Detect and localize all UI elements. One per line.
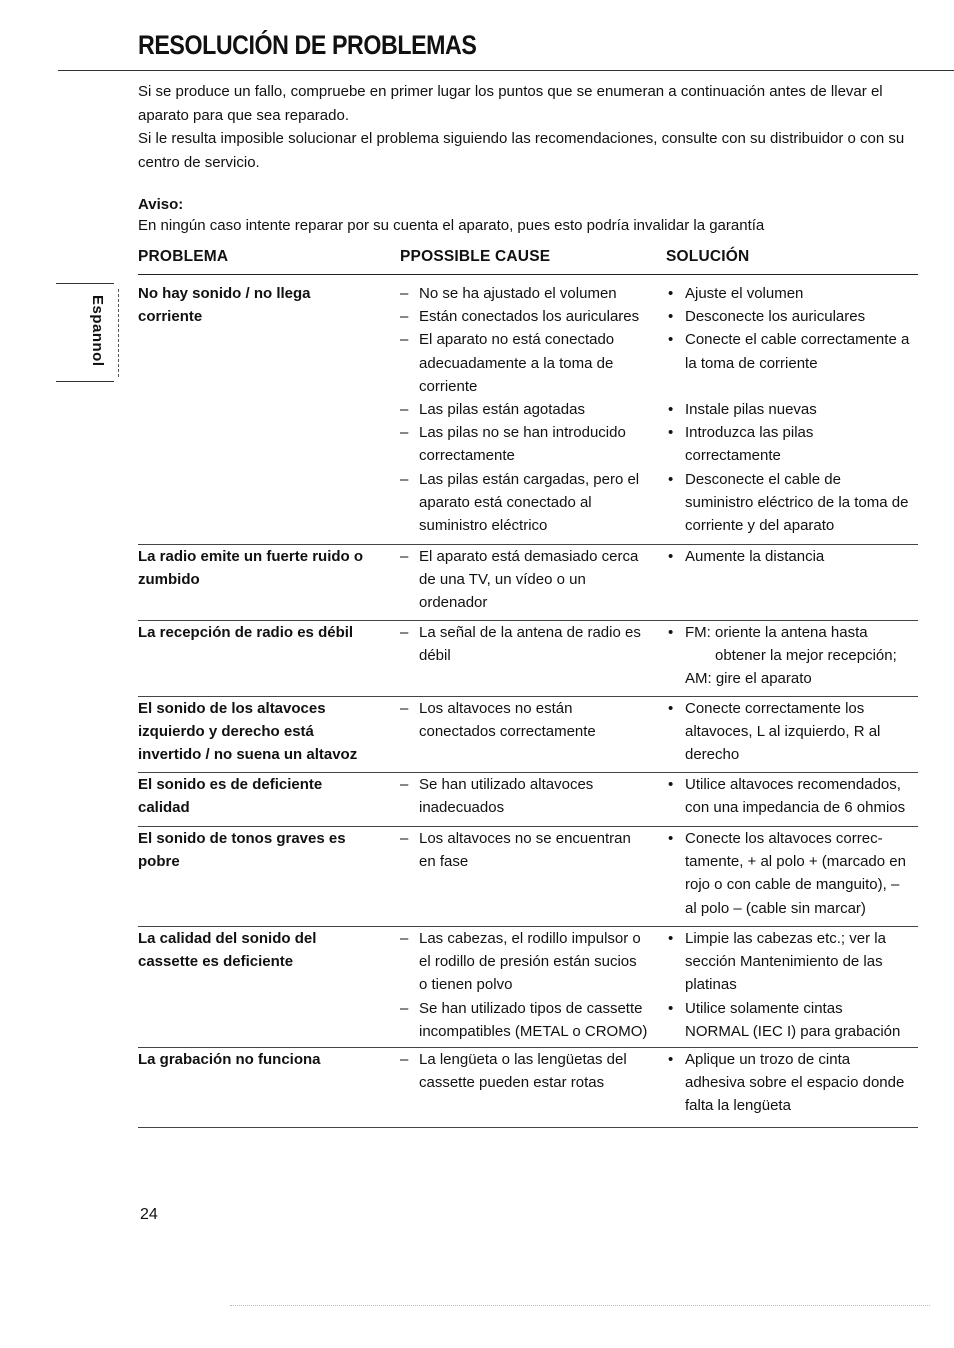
column-header-cause: PPOSSIBLE CAUSE — [400, 248, 551, 265]
solution-text: • Aumente la distancia — [685, 548, 825, 565]
cause-text: ordenador — [419, 594, 488, 612]
problem-cell — [138, 282, 388, 328]
cause-cell — [400, 827, 665, 873]
language-side-tab — [56, 283, 122, 383]
table-row — [138, 826, 918, 917]
cause-text: aparato está conectado al — [419, 493, 592, 511]
spacer — [666, 375, 921, 398]
cause-text: – Las pilas están cargadas, pero el — [419, 470, 640, 488]
solution-item — [666, 545, 921, 568]
solution-text: • Utilice solamente cintas — [685, 999, 843, 1017]
language-tab-label: Espannol — [89, 295, 106, 367]
solution-cell — [666, 697, 921, 767]
solution-item — [666, 421, 921, 467]
solution-item — [666, 927, 921, 997]
cause-text: en fase — [419, 853, 469, 871]
table-row — [138, 696, 918, 764]
solution-text: NORMAL (IEC I) para grabación — [685, 1022, 901, 1040]
cause-item — [400, 927, 665, 997]
problem-cell — [138, 927, 388, 973]
solution-text: suministro eléctrico de la toma de — [685, 493, 909, 511]
cause-text: – Los altavoces no se encuentran — [419, 830, 631, 847]
cause-text: – El aparato no está conectado — [419, 331, 615, 349]
cause-text: adecuadamente a la toma de — [419, 354, 614, 372]
problem-text: La calidad del sonido del — [138, 930, 317, 947]
cause-text: – Los altavoces no están — [419, 700, 573, 717]
solution-text: corriente y del aparato — [685, 517, 835, 535]
cause-text: inadecuados — [419, 799, 505, 817]
problem-text: pobre — [138, 853, 180, 871]
cause-text: – Las cabezas, el rodillo impulsor o — [419, 930, 641, 947]
solution-item — [666, 1048, 921, 1118]
problem-cell — [138, 621, 388, 644]
table-row — [138, 772, 918, 817]
solution-text: sección Mantenimiento de las — [685, 953, 883, 971]
title-rule — [58, 70, 954, 71]
solution-text: al polo – (cable sin marcar) — [685, 899, 866, 917]
solution-text: derecho — [685, 746, 740, 764]
solution-item — [666, 328, 921, 374]
intro-text — [138, 80, 918, 174]
cause-text: cassette pueden estar rotas — [419, 1074, 605, 1092]
solution-text: falta la lengüeta — [685, 1097, 791, 1115]
solution-text: • Ajuste el volumen — [685, 285, 804, 302]
cause-text: conectados correctamente — [419, 723, 596, 741]
table-row — [138, 1047, 918, 1115]
solution-text: • Instale pilas nuevas — [685, 401, 817, 418]
column-header-solution: SOLUCIÓN — [666, 248, 750, 265]
solution-text: rojo o con cable de manguito), – — [685, 876, 900, 894]
solution-text: la toma de corriente — [685, 354, 818, 372]
solution-text: tamente, + al polo + (marcado en — [685, 853, 906, 871]
cause-text: suministro eléctrico — [419, 517, 548, 535]
scan-artifact — [230, 1305, 930, 1312]
solution-cell — [666, 773, 921, 819]
solution-cell — [666, 927, 921, 1043]
problem-text: corriente — [138, 308, 203, 326]
cause-text: – Se han utilizado tipos de cassette — [419, 999, 643, 1017]
cause-text: correctamente — [419, 447, 515, 465]
solution-text: • Aplique un trozo de cinta — [685, 1051, 851, 1068]
problem-cell — [138, 1048, 388, 1071]
cause-item — [400, 421, 665, 467]
cause-text: de una TV, un vídeo o un — [419, 571, 586, 589]
header-rule — [138, 274, 918, 275]
problem-text: El sonido es de deficiente — [138, 776, 323, 793]
cause-text: – No se ha ajustado el volumen — [419, 285, 617, 302]
cause-text: – Se han utilizado altavoces — [419, 776, 594, 793]
problem-text: No hay sonido / no llega — [138, 285, 311, 302]
problem-text: El sonido de los altavoces — [138, 700, 326, 717]
cause-cell — [400, 697, 665, 743]
problem-cell — [138, 827, 388, 873]
cause-item — [400, 328, 665, 398]
solution-text: correctamente — [685, 447, 781, 465]
cause-text: – El aparato está demasiado cerca — [419, 548, 639, 565]
solution-item — [666, 305, 921, 328]
cause-text: incompatibles (METAL o CROMO) — [419, 1022, 648, 1040]
solution-text: • Conecte el cable correctamente a — [685, 331, 910, 349]
problem-text: La radio emite un fuerte ruido o — [138, 548, 364, 565]
problem-text: invertido / no suena un altavoz — [138, 746, 358, 764]
solution-text: • Introduzca las pilas — [685, 424, 814, 442]
problem-text: zumbido — [138, 571, 200, 589]
problem-cell — [138, 545, 388, 591]
solution-item — [666, 621, 921, 691]
cause-cell — [400, 545, 665, 615]
solution-text: • Desconecte los auriculares — [685, 308, 866, 326]
solution-text: • FM: oriente la antena hasta — [685, 624, 868, 641]
problem-cell — [138, 697, 388, 767]
table-bottom-rule — [138, 1127, 918, 1128]
table-row — [138, 620, 918, 688]
cause-item — [400, 697, 665, 743]
solution-cell — [666, 282, 921, 537]
table-row — [138, 926, 918, 1040]
solution-item — [666, 282, 921, 305]
cause-text: o tienen polvo — [419, 976, 513, 994]
solution-text: con una impedancia de 6 ohmios — [685, 799, 906, 817]
solution-item — [666, 773, 921, 819]
problem-cell — [138, 773, 388, 819]
cause-item — [400, 305, 665, 328]
cause-cell — [400, 621, 665, 667]
tab-edge — [118, 289, 119, 377]
cause-item — [400, 545, 665, 615]
cause-item — [400, 282, 665, 305]
cause-text: – La señal de la antena de radio es — [419, 624, 641, 641]
tab-divider — [56, 381, 114, 382]
solution-item — [666, 827, 921, 920]
problem-text: izquierdo y derecho está — [138, 723, 314, 741]
solution-item — [666, 468, 921, 538]
solution-item — [666, 697, 921, 767]
solution-text: altavoces, L al izquierdo, R al — [685, 723, 881, 741]
solution-text: AM: gire el aparato — [685, 670, 812, 688]
cause-text: corriente — [419, 377, 478, 395]
intro-paragraph: Si se produce un fallo, compruebe en primer lugar los puntos que se enumeran a continuación antes de llevar el aparato para que sea reparado. — [138, 83, 883, 124]
problem-text: La recepción de radio es débil — [138, 624, 354, 641]
solution-text: • Utilice altavoces recomendados, — [685, 776, 901, 793]
solution-text: adhesiva sobre el espacio donde — [685, 1074, 905, 1092]
cause-cell — [400, 282, 665, 537]
problem-text: cassette es deficiente — [138, 953, 294, 971]
cause-text: débil — [419, 647, 451, 665]
solution-text: • Limpie las cabezas etc.; ver la — [685, 930, 886, 947]
table-row — [138, 544, 918, 612]
cause-text: – Las pilas están agotadas — [419, 401, 585, 419]
solution-text: • Desconecte el cable de — [685, 470, 841, 488]
cause-cell — [400, 773, 665, 819]
solution-cell — [666, 1048, 921, 1118]
aviso-heading: Aviso: — [138, 196, 184, 213]
cause-text: el rodillo de presión están sucios — [419, 953, 637, 971]
page-number: 24 — [140, 1206, 158, 1223]
cause-text: – Las pilas no se han introducido — [419, 424, 626, 442]
problem-text: El sonido de tonos graves es — [138, 830, 346, 847]
solution-cell — [666, 621, 921, 691]
cause-item — [400, 997, 665, 1043]
tab-divider — [56, 283, 114, 284]
column-header-problem: PROBLEMA — [138, 248, 229, 265]
cause-item — [400, 827, 665, 873]
problem-text: La grabación no funciona — [138, 1051, 321, 1068]
cause-text: – Están conectados los auriculares — [419, 308, 640, 326]
solution-text: • Conecte correctamente los — [685, 700, 865, 717]
cause-item — [400, 1048, 665, 1094]
solution-text: obtener la mejor recepción; — [715, 647, 897, 665]
cause-item — [400, 773, 665, 819]
problem-text: calidad — [138, 799, 190, 817]
cause-text: – La lengüeta o las lengüetas del — [419, 1051, 627, 1068]
page-title: RESOLUCIÓN DE PROBLEMAS — [138, 30, 477, 60]
cause-item — [400, 398, 665, 421]
solution-text: • Conecte los altavoces correc- — [685, 830, 883, 847]
solution-cell — [666, 545, 921, 568]
intro-paragraph: Si le resulta imposible solucionar el problema siguiendo las recomendaciones, consulte con su distribuidor o con su centro de servicio. — [138, 130, 905, 171]
solution-item — [666, 997, 921, 1043]
cause-cell — [400, 1048, 665, 1094]
cause-cell — [400, 927, 665, 1043]
solution-item — [666, 398, 921, 421]
cause-item — [400, 468, 665, 538]
aviso-text: En ningún caso intente reparar por su cuenta el aparato, pues esto podría invalidar la garantía — [138, 217, 765, 234]
solution-cell — [666, 827, 921, 920]
solution-text: platinas — [685, 976, 737, 994]
cause-item — [400, 621, 665, 667]
